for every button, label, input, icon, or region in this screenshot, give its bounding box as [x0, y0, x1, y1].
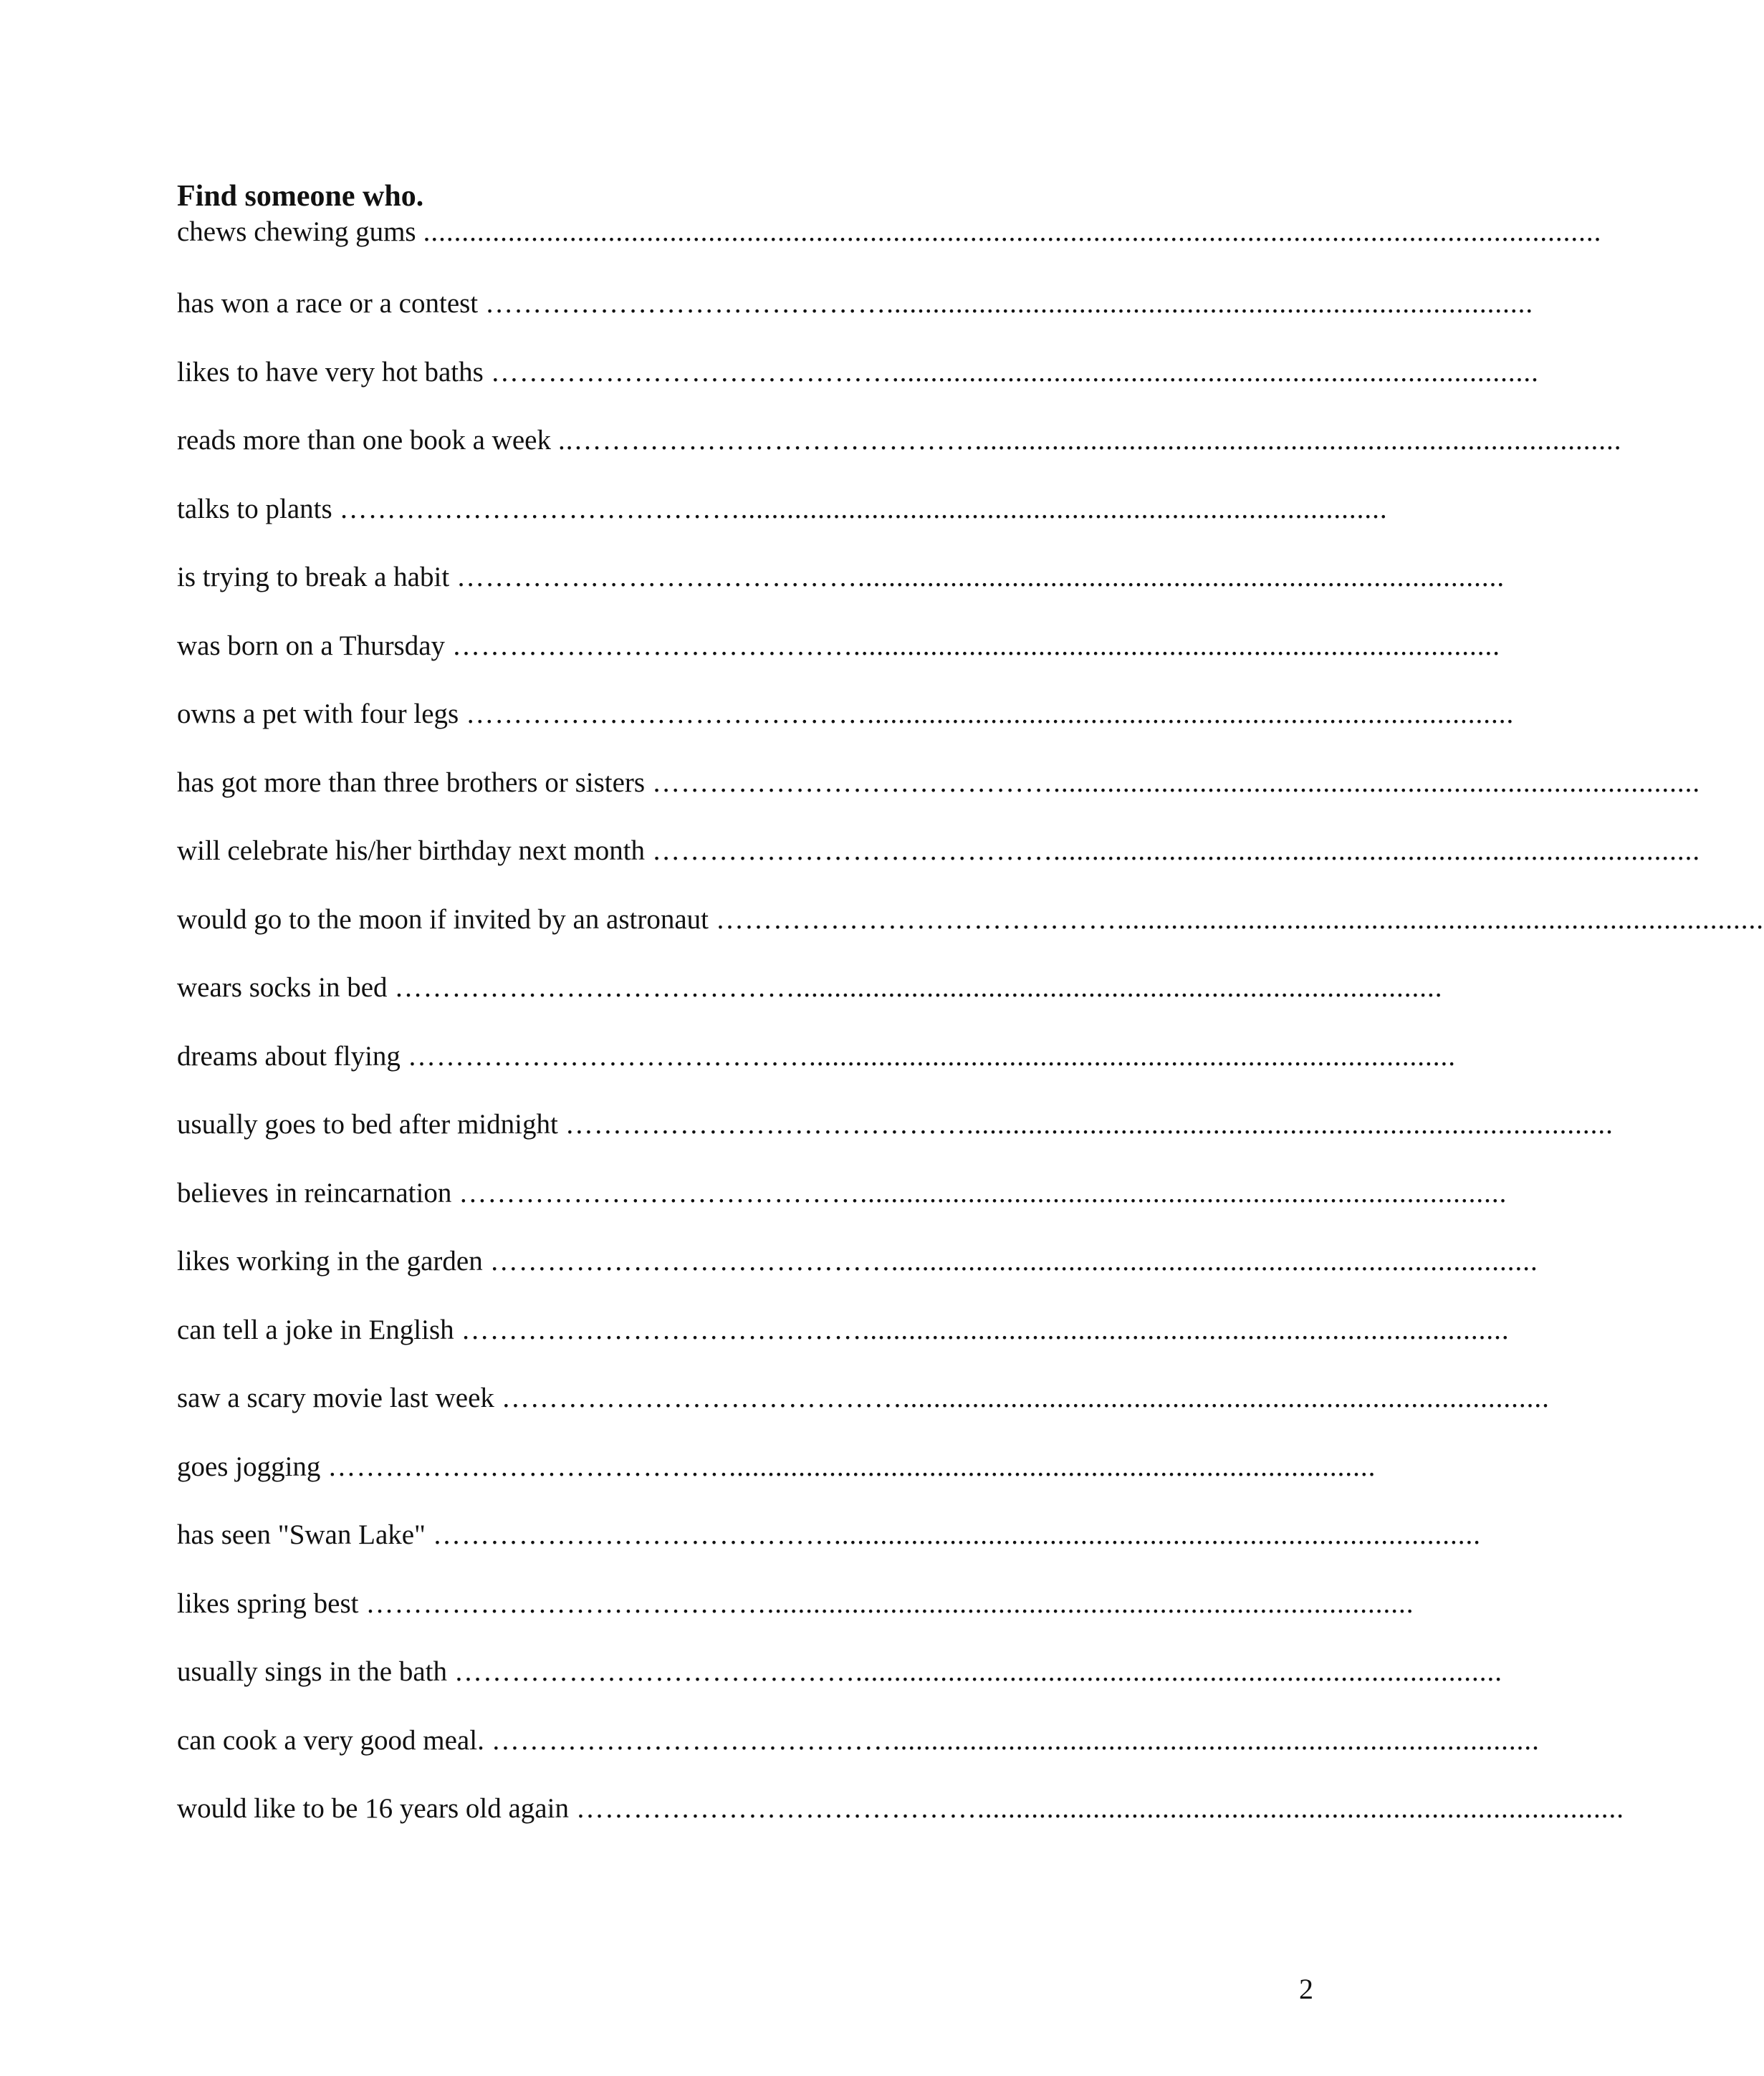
answer-dotted-line: …………………………………….................................................................................... [454, 1656, 1502, 1687]
answer-dotted-line: …………………………………….................................................................................... [575, 1793, 1624, 1824]
worksheet-title: Find someone who. [177, 180, 424, 213]
list-item [177, 1652, 1502, 1721]
list-item [177, 1241, 1538, 1310]
list-item [177, 900, 1764, 969]
list-item [177, 1310, 1510, 1379]
list-item [177, 1105, 1614, 1173]
answer-dotted-line: …………………………………….................................................................................... [491, 1724, 1540, 1756]
answer-dotted-line: …………………………………….................................................................................... [485, 288, 1534, 319]
item-prompt: usually goes to bed after midnight [177, 1109, 558, 1140]
answer-dotted-line: …………………………………….................................................................................... [490, 356, 1539, 388]
item-prompt: will celebrate his/her birthday next month [177, 835, 646, 866]
list-item [177, 694, 1515, 763]
list-item [177, 1789, 1624, 1858]
list-item [177, 421, 1622, 489]
item-prompt: saw a scary movie last week [177, 1383, 494, 1413]
answer-dotted-line: ......................................................................................................................................................... [423, 216, 1602, 247]
answer-dotted-line: …………………………………….................................................................................... [466, 698, 1515, 729]
item-prompt: reads more than one book a week [177, 425, 551, 456]
item-prompt: would like to be 16 years old again [177, 1793, 569, 1824]
item-prompt: was born on a Thursday [177, 630, 446, 661]
list-item [177, 1515, 1481, 1584]
item-prompt: likes to have very hot baths [177, 356, 484, 388]
list-item [177, 763, 1701, 832]
list-item [177, 284, 1534, 352]
item-prompt: has seen "Swan Lake" [177, 1519, 426, 1550]
list-item [177, 1721, 1540, 1789]
item-prompt: talks to plants [177, 493, 332, 524]
item-prompt: goes jogging [177, 1451, 321, 1482]
item-prompt: is trying to break a habit [177, 562, 450, 592]
answer-dotted-line: …………………………………….................................................................................... [652, 835, 1701, 866]
list-item [177, 1584, 1414, 1653]
answer-dotted-line: …………………………………….................................................................................... [489, 1246, 1538, 1277]
list-item [177, 352, 1539, 421]
answer-dotted-line: …………………………………….................................................................................... [452, 630, 1501, 661]
list-item [177, 626, 1501, 695]
list-item [177, 1173, 1507, 1242]
find-someone-list [177, 212, 1764, 1858]
list-item [177, 1037, 1456, 1105]
answer-dotted-line: …………………………………….................................................................................... [565, 1109, 1614, 1140]
list-item [177, 968, 1443, 1037]
item-prompt: wears socks in bed [177, 972, 388, 1003]
answer-dotted-line: ..…………………………………….................................................................................... [557, 425, 1622, 456]
page-number: 2 [1299, 1973, 1313, 2005]
list-item [177, 557, 1505, 626]
list-item [177, 831, 1701, 900]
answer-dotted-line: …………………………………….................................................................................... [461, 1314, 1510, 1345]
item-prompt: usually sings in the bath [177, 1656, 447, 1687]
answer-dotted-line: …………………………………….................................................................................... [339, 493, 1388, 524]
item-prompt: has got more than three brothers or sisters [177, 767, 646, 798]
answer-dotted-line: …………………………………….................................................................................... [365, 1587, 1414, 1619]
answer-dotted-line: …………………………………….................................................................................... [432, 1519, 1481, 1550]
answer-dotted-line: …………………………………….................................................................................... [652, 767, 1701, 798]
item-prompt: has won a race or a contest [177, 288, 479, 319]
item-prompt: would go to the moon if invited by an astronaut [177, 903, 709, 935]
answer-dotted-line: …………………………………….................................................................................... [327, 1451, 1376, 1482]
answer-dotted-line: …………………………………….................................................................................... [407, 1040, 1456, 1072]
item-prompt: can tell a joke in English [177, 1314, 454, 1345]
answer-dotted-line: …………………………………….................................................................................... [501, 1383, 1550, 1413]
answer-dotted-line: …………………………………….................................................................................... [456, 562, 1505, 592]
item-prompt: believes in reincarnation [177, 1177, 452, 1208]
item-prompt: likes spring best [177, 1587, 359, 1619]
list-item [177, 212, 1602, 284]
item-prompt: chews chewing gums [177, 216, 416, 247]
answer-dotted-line: …………………………………….................................................................................... [715, 903, 1764, 935]
answer-dotted-line: …………………………………….................................................................................... [394, 972, 1443, 1003]
item-prompt: dreams about flying [177, 1040, 401, 1072]
answer-dotted-line: …………………………………….................................................................................... [459, 1177, 1507, 1208]
list-item [177, 489, 1388, 558]
item-prompt: likes working in the garden [177, 1246, 483, 1277]
list-item [177, 1447, 1376, 1516]
item-prompt: can cook a very good meal. [177, 1724, 484, 1756]
list-item [177, 1378, 1550, 1447]
item-prompt: owns a pet with four legs [177, 698, 459, 729]
